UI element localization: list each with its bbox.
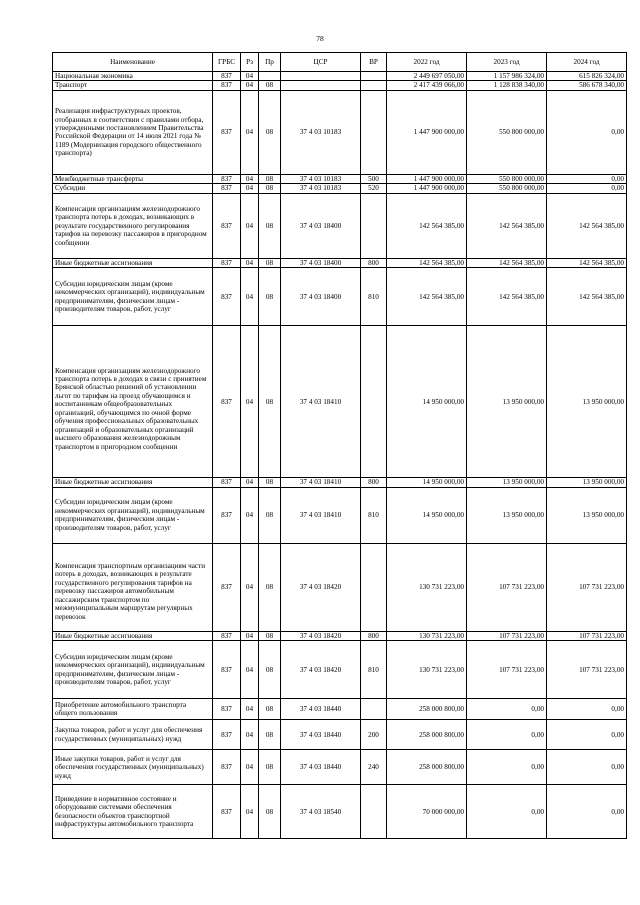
row-grbs: 837 xyxy=(213,543,241,631)
row-vr xyxy=(361,90,387,174)
row-2022: 258 000 800,00 xyxy=(387,720,467,750)
row-vr: 240 xyxy=(361,750,387,785)
row-csr xyxy=(281,72,361,81)
row-2024: 142 564 385,00 xyxy=(547,268,627,326)
row-2024: 0,00 xyxy=(547,699,627,720)
row-2022: 130 731 223,00 xyxy=(387,641,467,699)
table-row xyxy=(53,90,627,174)
row-csr: 37 4 03 18420 xyxy=(281,543,361,631)
row-name: Иные бюджетные ассигнования xyxy=(53,631,213,640)
row-2024: 0,00 xyxy=(547,90,627,174)
row-2022: 14 950 000,00 xyxy=(387,326,467,478)
row-rz: 04 xyxy=(241,258,259,267)
row-2024: 13 950 000,00 xyxy=(547,487,627,543)
row-rz: 04 xyxy=(241,631,259,640)
row-pr: 08 xyxy=(259,174,281,183)
row-name: Субсидии xyxy=(53,184,213,193)
row-2023: 1 157 986 324,00 xyxy=(467,72,547,81)
row-pr: 08 xyxy=(259,326,281,478)
row-pr: 08 xyxy=(259,785,281,839)
header-vr: ВР xyxy=(361,53,387,72)
row-vr: 200 xyxy=(361,720,387,750)
row-2022: 1 447 900 000,00 xyxy=(387,90,467,174)
row-csr: 37 4 03 18440 xyxy=(281,750,361,785)
row-name: Компенсация транспортным организациям части потерь в доходах, возникающих в результате государственного регулирования тарифов на перевозку пассажиров автомобильным пассажирским транспортом по межмуниципальным маршрутам регулярных перевозок xyxy=(53,543,213,631)
row-name: Субсидии юридическим лицам (кроме некоммерческих организаций), индивидуальным предпринимателям, физическим лицам - производителям товаров, работ, услуг xyxy=(53,268,213,326)
row-rz: 04 xyxy=(241,268,259,326)
header-grbs: ГРБС xyxy=(213,53,241,72)
table-row xyxy=(53,258,627,267)
row-2024: 107 731 223,00 xyxy=(547,543,627,631)
row-rz: 04 xyxy=(241,184,259,193)
row-name: Закупка товаров, работ и услуг для обеспечения государственных (муниципальных) нужд xyxy=(53,720,213,750)
row-pr: 08 xyxy=(259,750,281,785)
row-name: Приобретение автомобильного транспорта общего пользования xyxy=(53,699,213,720)
table-row xyxy=(53,720,627,750)
row-vr xyxy=(361,81,387,90)
header-2023: 2023 год xyxy=(467,53,547,72)
row-2022: 70 000 000,00 xyxy=(387,785,467,839)
row-2022: 2 417 439 066,00 xyxy=(387,81,467,90)
row-pr: 08 xyxy=(259,487,281,543)
header-name: Наименование xyxy=(53,53,213,72)
row-rz: 04 xyxy=(241,72,259,81)
row-name: Иные закупки товаров, работ и услуг для обеспечения государственных (муниципальных) нужд xyxy=(53,750,213,785)
row-2024: 0,00 xyxy=(547,184,627,193)
table-row xyxy=(53,699,627,720)
row-rz: 04 xyxy=(241,750,259,785)
table-header-row xyxy=(53,53,627,72)
table-row xyxy=(53,174,627,183)
row-2022: 142 564 385,00 xyxy=(387,193,467,258)
row-vr: 810 xyxy=(361,641,387,699)
row-name: Иные бюджетные ассигнования xyxy=(53,258,213,267)
table-row xyxy=(53,184,627,193)
row-name: Приведение в нормативное состояние и оборудование системами обеспечения безопасности объектов транспортной инфраструктуры автомобильного транспорта xyxy=(53,785,213,839)
row-2022: 14 950 000,00 xyxy=(387,487,467,543)
row-2023: 550 800 000,00 xyxy=(467,174,547,183)
row-2022: 258 000 800,00 xyxy=(387,699,467,720)
row-grbs: 837 xyxy=(213,631,241,640)
row-csr: 37 4 03 18540 xyxy=(281,785,361,839)
row-csr: 37 4 03 18410 xyxy=(281,326,361,478)
row-csr: 37 4 03 18420 xyxy=(281,641,361,699)
table-row xyxy=(53,268,627,326)
row-2023: 0,00 xyxy=(467,720,547,750)
row-pr xyxy=(259,72,281,81)
row-2024: 0,00 xyxy=(547,174,627,183)
row-vr xyxy=(361,699,387,720)
header-pr: Пр xyxy=(259,53,281,72)
table-row xyxy=(53,641,627,699)
table-row xyxy=(53,543,627,631)
row-2023: 107 731 223,00 xyxy=(467,641,547,699)
row-csr: 37 4 03 18420 xyxy=(281,631,361,640)
row-csr: 37 4 03 18440 xyxy=(281,699,361,720)
table-row xyxy=(53,193,627,258)
row-pr: 08 xyxy=(259,699,281,720)
budget-table xyxy=(52,52,627,839)
row-name: Реализация инфраструктурных проектов, отобранных в соответствии с правилами отбора, утвержденными постановлением Правительства Российской Федерации от 14 июля 2021 года № 1189 (Модернизация городского общественного транспорта) xyxy=(53,90,213,174)
row-csr: 37 4 03 18410 xyxy=(281,478,361,487)
row-2024: 586 678 340,00 xyxy=(547,81,627,90)
row-grbs: 837 xyxy=(213,268,241,326)
row-rz: 04 xyxy=(241,326,259,478)
row-rz: 04 xyxy=(241,193,259,258)
header-csr: ЦСР xyxy=(281,53,361,72)
row-rz: 04 xyxy=(241,720,259,750)
table-row xyxy=(53,631,627,640)
table-row xyxy=(53,750,627,785)
row-grbs: 837 xyxy=(213,258,241,267)
row-pr: 08 xyxy=(259,543,281,631)
row-grbs: 837 xyxy=(213,326,241,478)
row-csr: 37 4 03 10183 xyxy=(281,184,361,193)
row-csr xyxy=(281,81,361,90)
row-csr: 37 4 03 10183 xyxy=(281,174,361,183)
row-2024: 13 950 000,00 xyxy=(547,478,627,487)
row-2022: 1 447 900 000,00 xyxy=(387,174,467,183)
row-2023: 0,00 xyxy=(467,785,547,839)
row-rz: 04 xyxy=(241,81,259,90)
row-grbs: 837 xyxy=(213,81,241,90)
table-row xyxy=(53,487,627,543)
header-2022: 2022 год xyxy=(387,53,467,72)
row-csr: 37 4 03 18400 xyxy=(281,268,361,326)
row-2023: 1 128 838 340,00 xyxy=(467,81,547,90)
row-2022: 142 564 385,00 xyxy=(387,268,467,326)
row-2023: 107 731 223,00 xyxy=(467,631,547,640)
row-name: Компенсация организациям железнодорожного транспорта потерь в доходах, возникающих в результате государственного регулирования тарифов на перевозку пассажиров в пригородном сообщении xyxy=(53,193,213,258)
row-grbs: 837 xyxy=(213,641,241,699)
row-name: Транспорт xyxy=(53,81,213,90)
row-2023: 142 564 385,00 xyxy=(467,258,547,267)
row-vr: 810 xyxy=(361,487,387,543)
row-2022: 258 000 800,00 xyxy=(387,750,467,785)
row-rz: 04 xyxy=(241,699,259,720)
row-2024: 142 564 385,00 xyxy=(547,193,627,258)
row-vr xyxy=(361,326,387,478)
row-vr: 520 xyxy=(361,184,387,193)
table-row xyxy=(53,81,627,90)
row-2022: 14 950 000,00 xyxy=(387,478,467,487)
row-rz: 04 xyxy=(241,478,259,487)
row-2023: 550 800 000,00 xyxy=(467,90,547,174)
row-grbs: 837 xyxy=(213,72,241,81)
row-pr: 08 xyxy=(259,641,281,699)
row-name: Субсидии юридическим лицам (кроме некоммерческих организаций), индивидуальным предпринимателям, физическим лицам - производителям товаров, работ, услуг xyxy=(53,641,213,699)
row-grbs: 837 xyxy=(213,720,241,750)
row-grbs: 837 xyxy=(213,174,241,183)
row-name: Иные бюджетные ассигнования xyxy=(53,478,213,487)
row-grbs: 837 xyxy=(213,90,241,174)
row-rz: 04 xyxy=(241,487,259,543)
row-2023: 142 564 385,00 xyxy=(467,193,547,258)
row-name: Компенсация организациям железнодорожного транспорта потерь в доходах в связи с принятием Брянской областью решений об установлении льгот по тарифам на проезд обучающимся и воспитанникам общеобразовательных организаций, обучающимся по очной форме обучения профессиональных образовательных организаций и образовательных организаций высшего образования железнодорожным транспортом в пригородном сообщении xyxy=(53,326,213,478)
row-grbs: 837 xyxy=(213,478,241,487)
row-vr: 800 xyxy=(361,258,387,267)
row-pr: 08 xyxy=(259,184,281,193)
row-2023: 0,00 xyxy=(467,750,547,785)
row-2023: 107 731 223,00 xyxy=(467,543,547,631)
row-2023: 0,00 xyxy=(467,699,547,720)
row-2024: 0,00 xyxy=(547,785,627,839)
row-grbs: 837 xyxy=(213,785,241,839)
row-pr: 08 xyxy=(259,631,281,640)
row-2024: 107 731 223,00 xyxy=(547,641,627,699)
row-2023: 13 950 000,00 xyxy=(467,478,547,487)
row-vr xyxy=(361,543,387,631)
header-2024: 2024 год xyxy=(547,53,627,72)
row-rz: 04 xyxy=(241,90,259,174)
row-rz: 04 xyxy=(241,543,259,631)
row-2023: 550 800 000,00 xyxy=(467,184,547,193)
row-2024: 107 731 223,00 xyxy=(547,631,627,640)
row-2023: 142 564 385,00 xyxy=(467,268,547,326)
row-grbs: 837 xyxy=(213,193,241,258)
row-pr: 08 xyxy=(259,258,281,267)
row-pr: 08 xyxy=(259,81,281,90)
row-pr: 08 xyxy=(259,193,281,258)
row-pr: 08 xyxy=(259,720,281,750)
row-csr: 37 4 03 18400 xyxy=(281,258,361,267)
table-row xyxy=(53,478,627,487)
row-csr: 37 4 03 18400 xyxy=(281,193,361,258)
row-csr: 37 4 03 18410 xyxy=(281,487,361,543)
row-grbs: 837 xyxy=(213,184,241,193)
row-name: Национальная экономика xyxy=(53,72,213,81)
row-2024: 0,00 xyxy=(547,750,627,785)
table-row xyxy=(53,72,627,81)
row-rz: 04 xyxy=(241,785,259,839)
page-number: 78 xyxy=(316,34,324,43)
row-2023: 13 950 000,00 xyxy=(467,326,547,478)
row-2022: 130 731 223,00 xyxy=(387,543,467,631)
row-vr xyxy=(361,785,387,839)
row-2024: 0,00 xyxy=(547,720,627,750)
row-2022: 130 731 223,00 xyxy=(387,631,467,640)
row-vr xyxy=(361,193,387,258)
row-2024: 13 950 000,00 xyxy=(547,326,627,478)
row-name: Субсидии юридическим лицам (кроме некоммерческих организаций), индивидуальным предпринимателям, физическим лицам - производителям товаров, работ, услуг xyxy=(53,487,213,543)
row-grbs: 837 xyxy=(213,487,241,543)
table-row xyxy=(53,326,627,478)
header-rz: Рз xyxy=(241,53,259,72)
row-name: Межбюджетные трансферты xyxy=(53,174,213,183)
row-pr: 08 xyxy=(259,90,281,174)
row-csr: 37 4 03 10183 xyxy=(281,90,361,174)
row-vr: 500 xyxy=(361,174,387,183)
row-rz: 04 xyxy=(241,641,259,699)
row-csr: 37 4 03 18440 xyxy=(281,720,361,750)
row-vr: 800 xyxy=(361,478,387,487)
row-2022: 1 447 900 000,00 xyxy=(387,184,467,193)
row-vr: 810 xyxy=(361,268,387,326)
row-2024: 615 826 324,00 xyxy=(547,72,627,81)
row-grbs: 837 xyxy=(213,699,241,720)
row-2023: 13 950 000,00 xyxy=(467,487,547,543)
row-pr: 08 xyxy=(259,478,281,487)
row-grbs: 837 xyxy=(213,750,241,785)
row-vr: 800 xyxy=(361,631,387,640)
row-2024: 142 564 385,00 xyxy=(547,258,627,267)
row-2022: 142 564 385,00 xyxy=(387,258,467,267)
row-2022: 2 449 697 050,00 xyxy=(387,72,467,81)
row-rz: 04 xyxy=(241,174,259,183)
row-pr: 08 xyxy=(259,268,281,326)
row-vr xyxy=(361,72,387,81)
table-row xyxy=(53,785,627,839)
